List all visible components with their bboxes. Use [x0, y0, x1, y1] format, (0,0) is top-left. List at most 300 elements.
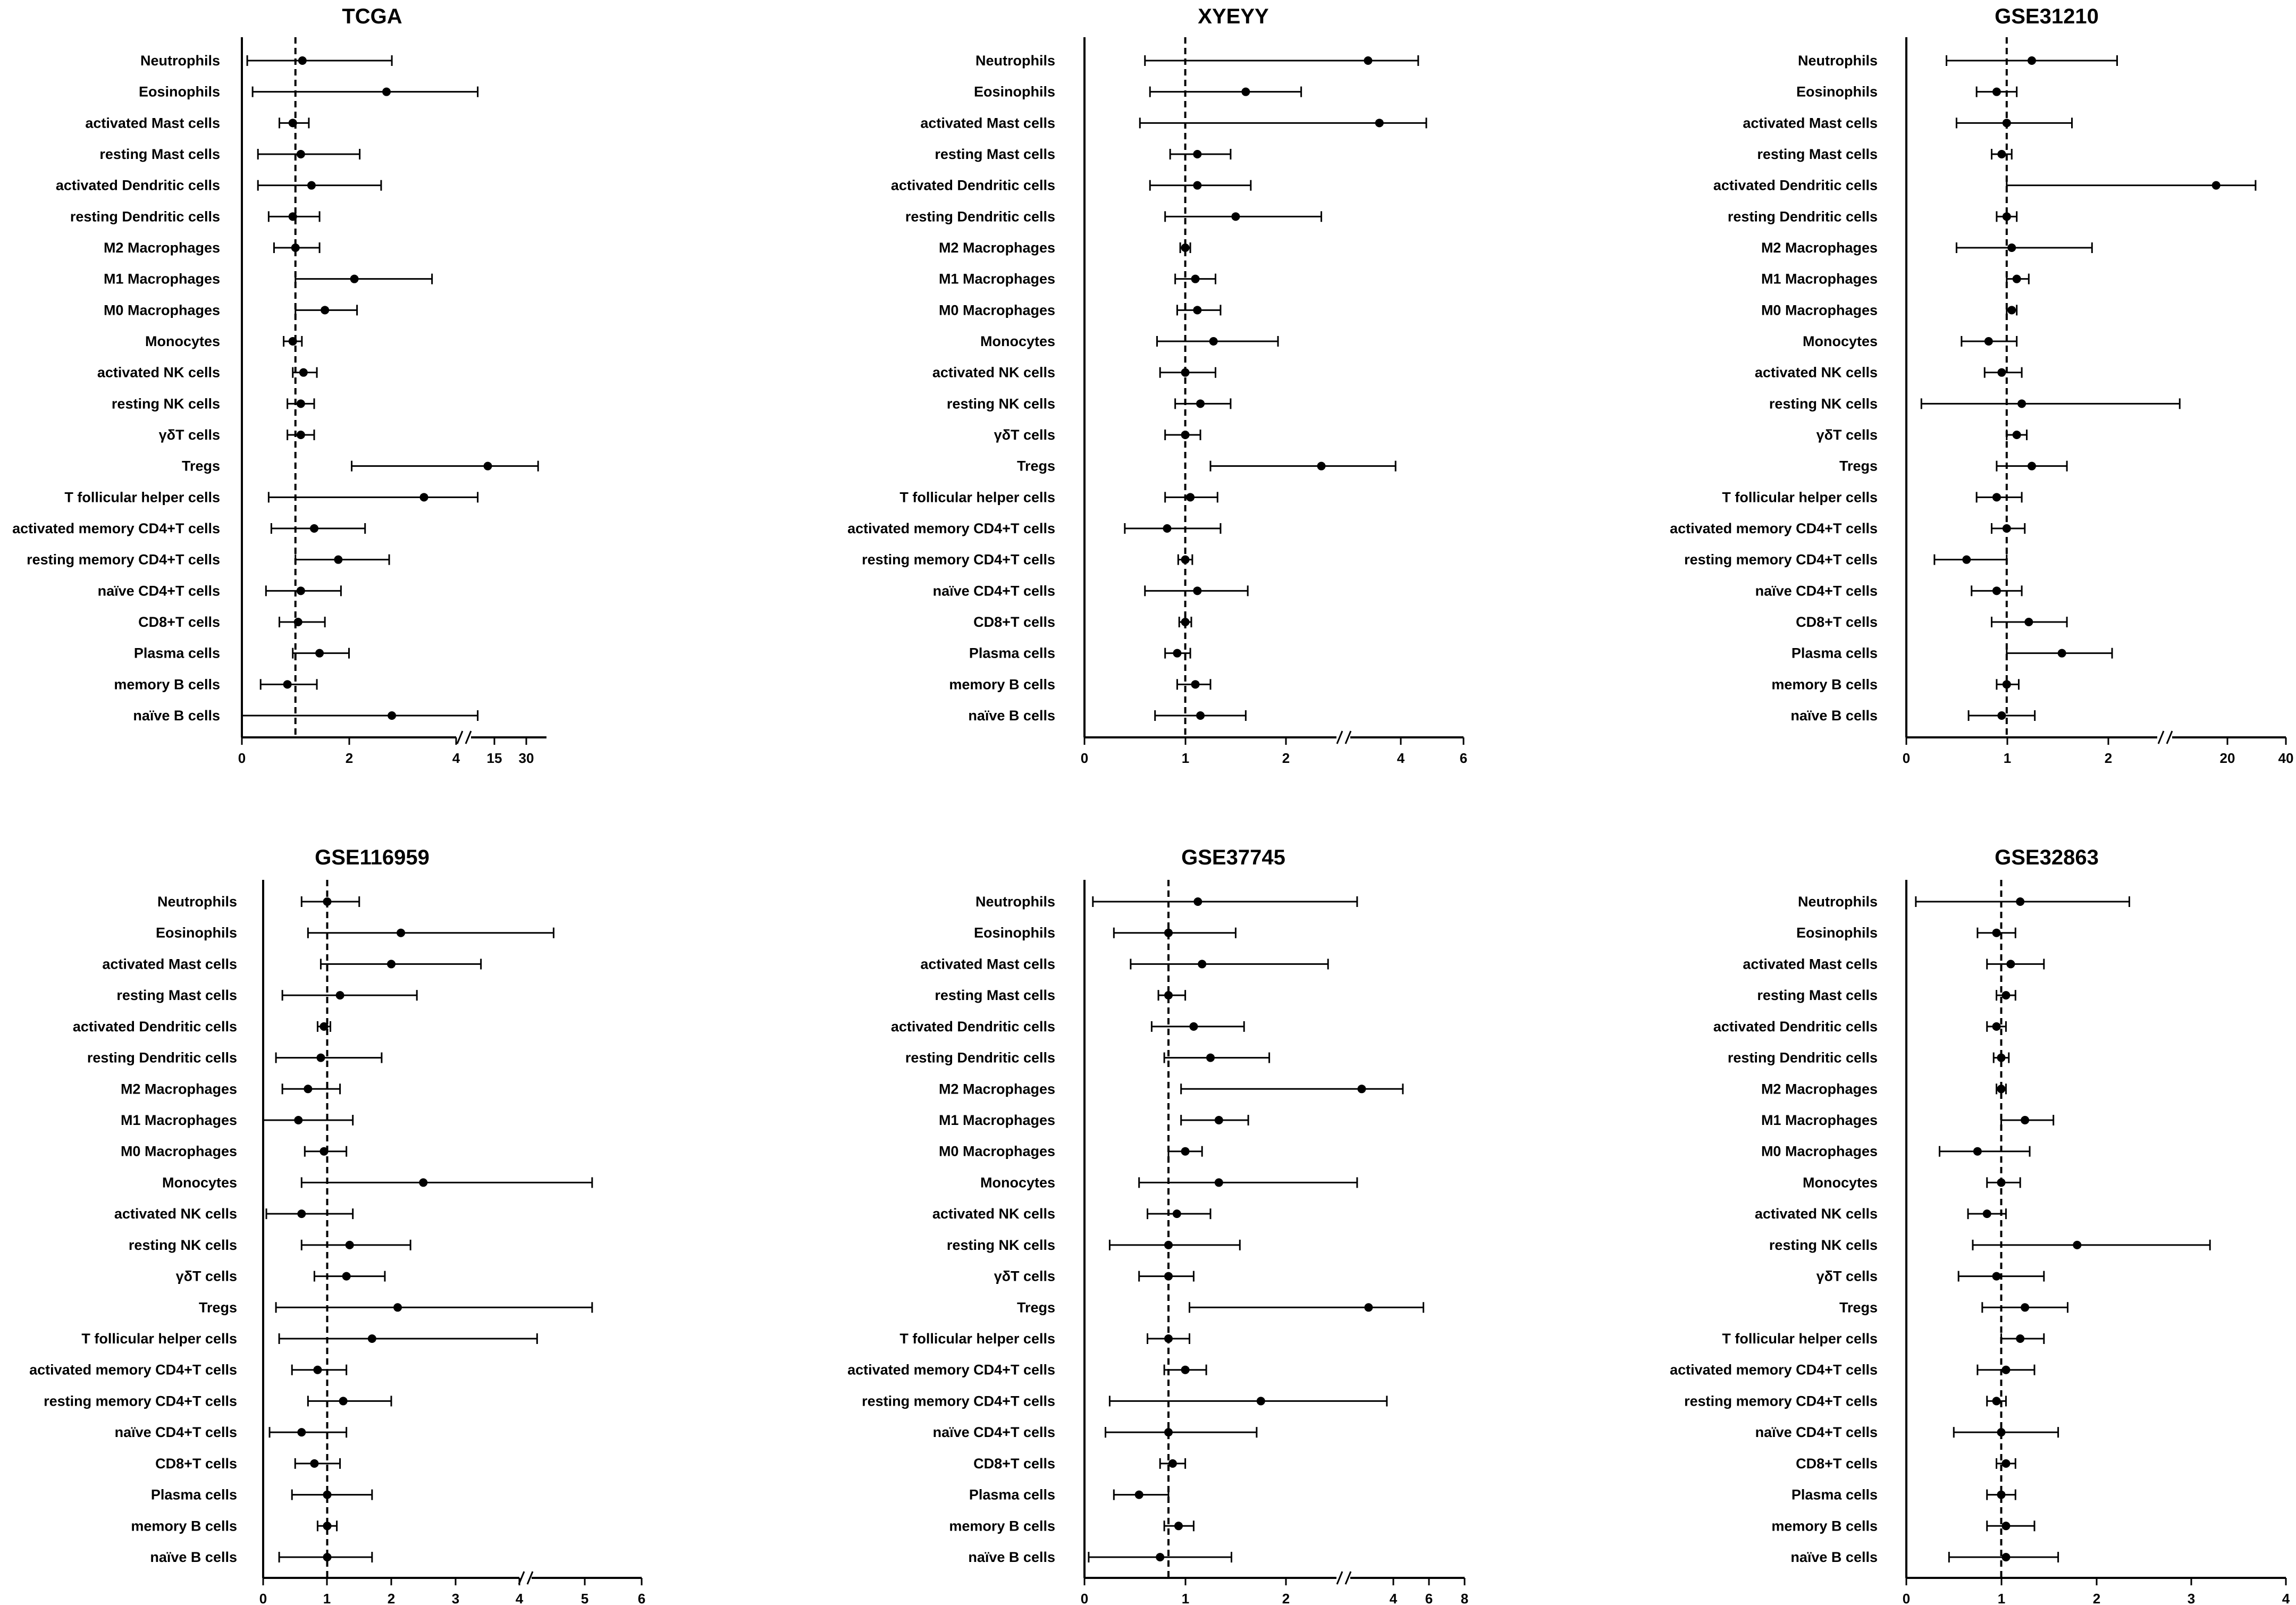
point-estimate — [336, 991, 344, 999]
x-tick-label: 0 — [1080, 1591, 1089, 1605]
point-estimate — [2007, 306, 2016, 314]
row-label: resting Mast cells — [935, 987, 1055, 1004]
point-estimate — [368, 1334, 376, 1343]
point-estimate — [294, 1116, 302, 1124]
row-label: M2 Macrophages — [103, 240, 220, 256]
forest-panel-tcga — [12, 5, 546, 766]
point-estimate — [420, 493, 428, 501]
row-label: Monocytes — [162, 1174, 237, 1191]
point-estimate — [1992, 929, 2001, 937]
row-label: naïve CD4+T cells — [1755, 1424, 1878, 1441]
row-label: M0 Macrophages — [120, 1143, 237, 1159]
point-estimate — [2003, 524, 2011, 533]
row-label: resting memory CD4+T cells — [1684, 1393, 1878, 1409]
row-label: resting NK cells — [128, 1237, 237, 1253]
row-label: activated Mast cells — [920, 956, 1055, 972]
row-label: T follicular helper cells — [899, 1331, 1055, 1347]
x-tick-label: 5 — [581, 1591, 589, 1605]
point-estimate — [291, 243, 300, 252]
point-estimate — [315, 649, 324, 658]
row-label: M0 Macrophages — [938, 302, 1055, 318]
row-label: activated Mast cells — [85, 115, 220, 131]
point-estimate — [1193, 586, 1201, 595]
point-estimate — [2003, 680, 2011, 688]
point-estimate — [484, 462, 492, 470]
point-estimate — [319, 1022, 328, 1031]
row-label: naïve CD4+T cells — [1755, 583, 1878, 599]
point-estimate — [1181, 556, 1190, 564]
x-tick-label: 3 — [2187, 1591, 2196, 1605]
row-label: M1 Macrophages — [1761, 271, 1878, 287]
row-label: Neutrophils — [975, 53, 1055, 69]
point-estimate — [1135, 1491, 1143, 1499]
point-estimate — [382, 88, 391, 96]
row-label: M1 Macrophages — [103, 271, 220, 287]
point-estimate — [1241, 88, 1250, 96]
row-label: activated Mast cells — [1743, 115, 1878, 131]
point-estimate — [2021, 1116, 2029, 1124]
row-label: Eosinophils — [138, 83, 220, 100]
point-estimate — [1164, 929, 1173, 937]
row-label: activated Dendritic cells — [1713, 1018, 1878, 1035]
point-estimate — [299, 368, 308, 377]
row-label: γδT cells — [1816, 1268, 1878, 1284]
x-tick-label: 0 — [1902, 750, 1911, 766]
point-estimate — [339, 1397, 348, 1405]
point-estimate — [1992, 1397, 2001, 1405]
x-tick-label: 4 — [1389, 1591, 1398, 1605]
point-estimate — [323, 1553, 332, 1561]
point-estimate — [2013, 275, 2021, 283]
axis-break-mark — [1345, 1572, 1351, 1584]
row-label: Tregs — [181, 458, 220, 474]
point-estimate — [1364, 56, 1372, 65]
row-label: activated memory CD4+T cells — [1670, 520, 1878, 536]
x-tick-label: 2 — [1282, 1591, 1290, 1605]
row-label: Tregs — [198, 1299, 237, 1316]
point-estimate — [1174, 1522, 1183, 1530]
point-estimate — [334, 556, 342, 564]
forest-panel-gse31210 — [1670, 5, 2293, 766]
point-estimate — [2017, 399, 2026, 408]
point-estimate — [1173, 1209, 1181, 1218]
x-tick-label: 2 — [345, 750, 354, 766]
row-label: M0 Macrophages — [938, 1143, 1055, 1159]
forest-panel-gse116959 — [29, 846, 645, 1605]
point-estimate — [289, 119, 297, 127]
point-estimate — [323, 1522, 332, 1530]
point-estimate — [2001, 1553, 2010, 1561]
row-label: resting memory CD4+T cells — [1684, 551, 1878, 568]
row-label: resting NK cells — [946, 1237, 1055, 1253]
row-label: M2 Macrophages — [938, 240, 1055, 256]
row-label: activated Dendritic cells — [890, 177, 1055, 194]
point-estimate — [297, 1428, 306, 1436]
row-label: Tregs — [1016, 1299, 1055, 1316]
row-label: Eosinophils — [973, 925, 1055, 941]
row-label: resting Mast cells — [935, 146, 1055, 162]
row-label: memory B cells — [949, 1518, 1055, 1534]
row-label: resting Mast cells — [1757, 987, 1878, 1004]
row-label: γδT cells — [994, 427, 1055, 443]
row-label: Monocytes — [980, 333, 1055, 349]
point-estimate — [1992, 493, 2001, 501]
point-estimate — [294, 618, 302, 626]
point-estimate — [1997, 150, 2006, 158]
x-tick-label: 1 — [323, 1591, 331, 1605]
row-label: naïve B cells — [968, 708, 1055, 724]
row-label: activated NK cells — [932, 1206, 1055, 1222]
point-estimate — [1196, 711, 1205, 720]
point-estimate — [1997, 1085, 2006, 1093]
point-estimate — [2021, 1303, 2029, 1312]
row-label: naïve CD4+T cells — [932, 1424, 1055, 1441]
x-tick-label: 2 — [387, 1591, 396, 1605]
row-label: CD8+T cells — [973, 1455, 1055, 1472]
row-label: Monocytes — [145, 333, 220, 349]
point-estimate — [1196, 399, 1205, 408]
row-label: resting Dendritic cells — [905, 208, 1055, 225]
row-label: Tregs — [1839, 1299, 1878, 1316]
x-tick-label: 3 — [451, 1591, 460, 1605]
point-estimate — [1193, 181, 1201, 190]
row-label: activated memory CD4+T cells — [29, 1362, 237, 1378]
axis-break-mark — [457, 731, 462, 744]
point-estimate — [1189, 1022, 1198, 1031]
point-estimate — [323, 897, 332, 906]
row-label: activated Dendritic cells — [72, 1018, 237, 1035]
row-label: activated Dendritic cells — [890, 1018, 1055, 1035]
row-label: activated memory CD4+T cells — [12, 520, 220, 536]
point-estimate — [346, 1241, 354, 1249]
row-label: Neutrophils — [140, 53, 220, 69]
point-estimate — [1168, 1459, 1177, 1468]
point-estimate — [1997, 1491, 2006, 1499]
row-label: Tregs — [1016, 458, 1055, 474]
forest-panel-gse37745 — [847, 846, 1468, 1605]
row-label: CD8+T cells — [973, 614, 1055, 630]
row-label: naïve CD4+T cells — [97, 583, 220, 599]
row-label: CD8+T cells — [138, 614, 220, 630]
point-estimate — [1364, 1303, 1373, 1312]
point-estimate — [2013, 431, 2021, 439]
point-estimate — [319, 1147, 328, 1156]
point-estimate — [1164, 1428, 1173, 1436]
point-estimate — [1198, 960, 1206, 968]
row-label: resting memory CD4+T cells — [27, 551, 220, 568]
point-estimate — [1992, 586, 2001, 595]
x-tick-label: 0 — [238, 750, 246, 766]
row-label: resting Dendritic cells — [1727, 1049, 1878, 1066]
x-tick-label: 15 — [486, 750, 502, 766]
row-label: M1 Macrophages — [938, 271, 1055, 287]
x-tick-label: 2 — [1282, 750, 1290, 766]
point-estimate — [1215, 1116, 1223, 1124]
row-label: resting Dendritic cells — [70, 208, 220, 225]
row-label: M0 Macrophages — [103, 302, 220, 318]
row-label: T follicular helper cells — [899, 489, 1055, 506]
row-label: M2 Macrophages — [1761, 240, 1878, 256]
row-label: naïve B cells — [133, 708, 220, 724]
point-estimate — [1215, 1178, 1223, 1187]
x-tick-label: 0 — [1902, 1591, 1911, 1605]
x-tick-label: 8 — [1460, 1591, 1469, 1605]
point-estimate — [1191, 275, 1200, 283]
point-estimate — [397, 929, 405, 937]
row-label: Monocytes — [980, 1174, 1055, 1191]
row-label: resting Mast cells — [116, 987, 237, 1004]
point-estimate — [1992, 88, 2001, 96]
row-label: activated Mast cells — [920, 115, 1055, 131]
row-label: Plasma cells — [1791, 645, 1878, 661]
row-label: Neutrophils — [157, 894, 237, 910]
point-estimate — [289, 212, 297, 221]
point-estimate — [1997, 1428, 2006, 1436]
point-estimate — [1164, 1241, 1173, 1249]
row-label: CD8+T cells — [155, 1455, 237, 1472]
x-tick-label: 4 — [2282, 1591, 2290, 1605]
point-estimate — [2007, 243, 2016, 252]
point-estimate — [393, 1303, 402, 1312]
point-estimate — [1206, 1054, 1215, 1062]
row-label: resting memory CD4+T cells — [862, 1393, 1055, 1409]
row-label: activated Mast cells — [102, 956, 237, 972]
row-label: Eosinophils — [1796, 925, 1878, 941]
row-label: resting Mast cells — [99, 146, 220, 162]
row-label: γδT cells — [175, 1268, 237, 1284]
point-estimate — [1181, 1147, 1190, 1156]
row-label: Plasma cells — [133, 645, 220, 661]
row-label: activated Dendritic cells — [55, 177, 220, 194]
point-estimate — [1997, 1054, 2006, 1062]
point-estimate — [1997, 368, 2006, 377]
row-label: Neutrophils — [1797, 53, 1878, 69]
point-estimate — [2003, 212, 2011, 221]
point-estimate — [1164, 991, 1173, 999]
point-estimate — [1181, 368, 1190, 377]
row-label: resting Mast cells — [1757, 146, 1878, 162]
x-tick-label: 20 — [2219, 750, 2235, 766]
row-label: M1 Macrophages — [1761, 1112, 1878, 1128]
panel-title: GSE32863 — [1995, 846, 2099, 869]
row-label: memory B cells — [1771, 676, 1878, 693]
panel-title: GSE116959 — [315, 846, 430, 869]
point-estimate — [2024, 618, 2033, 626]
row-label: Plasma cells — [1791, 1486, 1878, 1503]
point-estimate — [1317, 462, 1326, 470]
point-estimate — [1173, 649, 1181, 658]
row-label: Plasma cells — [969, 645, 1055, 661]
x-tick-label: 4 — [452, 750, 460, 766]
point-estimate — [2003, 119, 2011, 127]
row-label: Plasma cells — [969, 1486, 1055, 1503]
row-label: M2 Macrophages — [120, 1081, 237, 1097]
row-label: memory B cells — [949, 676, 1055, 693]
point-estimate — [1193, 306, 1201, 314]
axis-break-mark — [2158, 731, 2164, 744]
point-estimate — [1973, 1147, 1982, 1156]
row-label: Eosinophils — [1796, 83, 1878, 100]
panel-title: GSE31210 — [1995, 5, 2099, 28]
x-tick-label: 0 — [1080, 750, 1089, 766]
x-tick-label: 0 — [259, 1591, 267, 1605]
row-label: M0 Macrophages — [1761, 1143, 1878, 1159]
axis-break-mark — [2167, 731, 2172, 744]
row-label: activated NK cells — [1754, 364, 1878, 381]
point-estimate — [323, 1491, 332, 1499]
point-estimate — [2001, 991, 2010, 999]
point-estimate — [1193, 150, 1201, 158]
point-estimate — [1193, 897, 1202, 906]
point-estimate — [297, 399, 305, 408]
point-estimate — [297, 431, 305, 439]
point-estimate — [1984, 337, 1993, 346]
point-estimate — [298, 56, 307, 65]
panel-title: XYEYY — [1198, 5, 1269, 28]
row-label: Eosinophils — [973, 83, 1055, 100]
row-label: T follicular helper cells — [81, 1331, 237, 1347]
row-label: naïve B cells — [968, 1549, 1055, 1565]
axis-break-mark — [1337, 731, 1342, 744]
point-estimate — [387, 960, 396, 968]
axis-break-mark — [466, 731, 471, 744]
row-label: resting NK cells — [1769, 396, 1878, 412]
x-tick-label: 6 — [1459, 750, 1468, 766]
point-estimate — [1164, 1272, 1173, 1281]
point-estimate — [388, 711, 396, 720]
row-label: M2 Macrophages — [1761, 1081, 1878, 1097]
point-estimate — [313, 1366, 322, 1374]
point-estimate — [2006, 960, 2015, 968]
row-label: naïve CD4+T cells — [114, 1424, 237, 1441]
row-label: resting NK cells — [946, 396, 1055, 412]
x-tick-label: 1 — [1181, 750, 1190, 766]
point-estimate — [350, 275, 359, 283]
row-label: T follicular helper cells — [1722, 1331, 1878, 1347]
point-estimate — [2016, 897, 2024, 906]
row-label: activated memory CD4+T cells — [847, 1362, 1055, 1378]
row-label: M2 Macrophages — [938, 1081, 1055, 1097]
row-label: T follicular helper cells — [64, 489, 220, 506]
row-label: resting memory CD4+T cells — [44, 1393, 237, 1409]
point-estimate — [297, 150, 305, 158]
point-estimate — [1181, 431, 1190, 439]
x-tick-label: 6 — [637, 1591, 646, 1605]
point-estimate — [1997, 1178, 2006, 1187]
row-label: activated memory CD4+T cells — [1670, 1362, 1878, 1378]
row-label: naïve B cells — [1790, 1549, 1878, 1565]
row-label: memory B cells — [131, 1518, 237, 1534]
row-label: resting Dendritic cells — [1727, 208, 1878, 225]
row-label: γδT cells — [158, 427, 220, 443]
row-label: Tregs — [1839, 458, 1878, 474]
x-tick-label: 1 — [1181, 1591, 1190, 1605]
point-estimate — [1257, 1397, 1265, 1405]
point-estimate — [342, 1272, 351, 1281]
point-estimate — [2028, 56, 2036, 65]
row-label: Monocytes — [1802, 333, 1878, 349]
row-label: Plasma cells — [150, 1486, 237, 1503]
x-tick-label: 4 — [515, 1591, 524, 1605]
point-estimate — [2016, 1334, 2024, 1343]
x-tick-label: 40 — [2278, 750, 2294, 766]
row-label: γδT cells — [994, 1268, 1055, 1284]
row-label: activated memory CD4+T cells — [847, 520, 1055, 536]
row-label: resting memory CD4+T cells — [862, 551, 1055, 568]
row-label: activated Dendritic cells — [1713, 177, 1878, 194]
point-estimate — [316, 1054, 325, 1062]
point-estimate — [304, 1085, 312, 1093]
row-label: activated NK cells — [932, 364, 1055, 381]
point-estimate — [1164, 1334, 1173, 1343]
point-estimate — [1181, 618, 1190, 626]
point-estimate — [2212, 181, 2221, 190]
row-label: resting Dendritic cells — [87, 1049, 237, 1066]
point-estimate — [1181, 1366, 1190, 1374]
row-label: Neutrophils — [1797, 894, 1878, 910]
row-label: activated Mast cells — [1743, 956, 1878, 972]
point-estimate — [310, 524, 318, 533]
point-estimate — [2001, 1459, 2010, 1468]
x-tick-label: 30 — [518, 750, 534, 766]
row-label: Neutrophils — [975, 894, 1055, 910]
row-label: resting NK cells — [111, 396, 220, 412]
row-label: resting Dendritic cells — [905, 1049, 1055, 1066]
row-label: memory B cells — [1771, 1518, 1878, 1534]
point-estimate — [297, 586, 305, 595]
x-tick-label: 2 — [2092, 1591, 2101, 1605]
x-tick-label: 4 — [1397, 750, 1405, 766]
point-estimate — [297, 1209, 306, 1218]
forest-panel-gse32863 — [1670, 846, 2290, 1605]
point-estimate — [2073, 1241, 2081, 1249]
point-estimate — [2001, 1366, 2010, 1374]
axis-break-mark — [1345, 731, 1351, 744]
row-label: memory B cells — [114, 676, 220, 693]
x-tick-label: 1 — [2003, 750, 2012, 766]
panel-title: GSE37745 — [1181, 846, 1285, 869]
point-estimate — [1358, 1085, 1366, 1093]
x-tick-label: 1 — [1997, 1591, 2006, 1605]
row-label: naïve B cells — [150, 1549, 237, 1565]
point-estimate — [283, 680, 292, 688]
row-label: activated NK cells — [1754, 1206, 1878, 1222]
point-estimate — [1186, 493, 1195, 501]
row-label: activated NK cells — [97, 364, 220, 381]
axis-break-mark — [1337, 1572, 1342, 1584]
panel-title: TCGA — [342, 5, 402, 28]
point-estimate — [2058, 649, 2066, 658]
point-estimate — [321, 306, 329, 314]
point-estimate — [289, 337, 297, 346]
row-label: resting NK cells — [1769, 1237, 1878, 1253]
point-estimate — [1209, 337, 1218, 346]
row-label: T follicular helper cells — [1722, 489, 1878, 506]
point-estimate — [1992, 1272, 2001, 1281]
point-estimate — [1181, 243, 1190, 252]
row-label: naïve CD4+T cells — [932, 583, 1055, 599]
point-estimate — [1163, 524, 1171, 533]
x-tick-label: 6 — [1425, 1591, 1433, 1605]
point-estimate — [1156, 1553, 1164, 1561]
row-label: M1 Macrophages — [120, 1112, 237, 1128]
row-label: activated NK cells — [114, 1206, 237, 1222]
row-label: γδT cells — [1816, 427, 1878, 443]
row-label: Monocytes — [1802, 1174, 1878, 1191]
row-label: M1 Macrophages — [938, 1112, 1055, 1128]
point-estimate — [2028, 462, 2036, 470]
point-estimate — [419, 1178, 427, 1187]
